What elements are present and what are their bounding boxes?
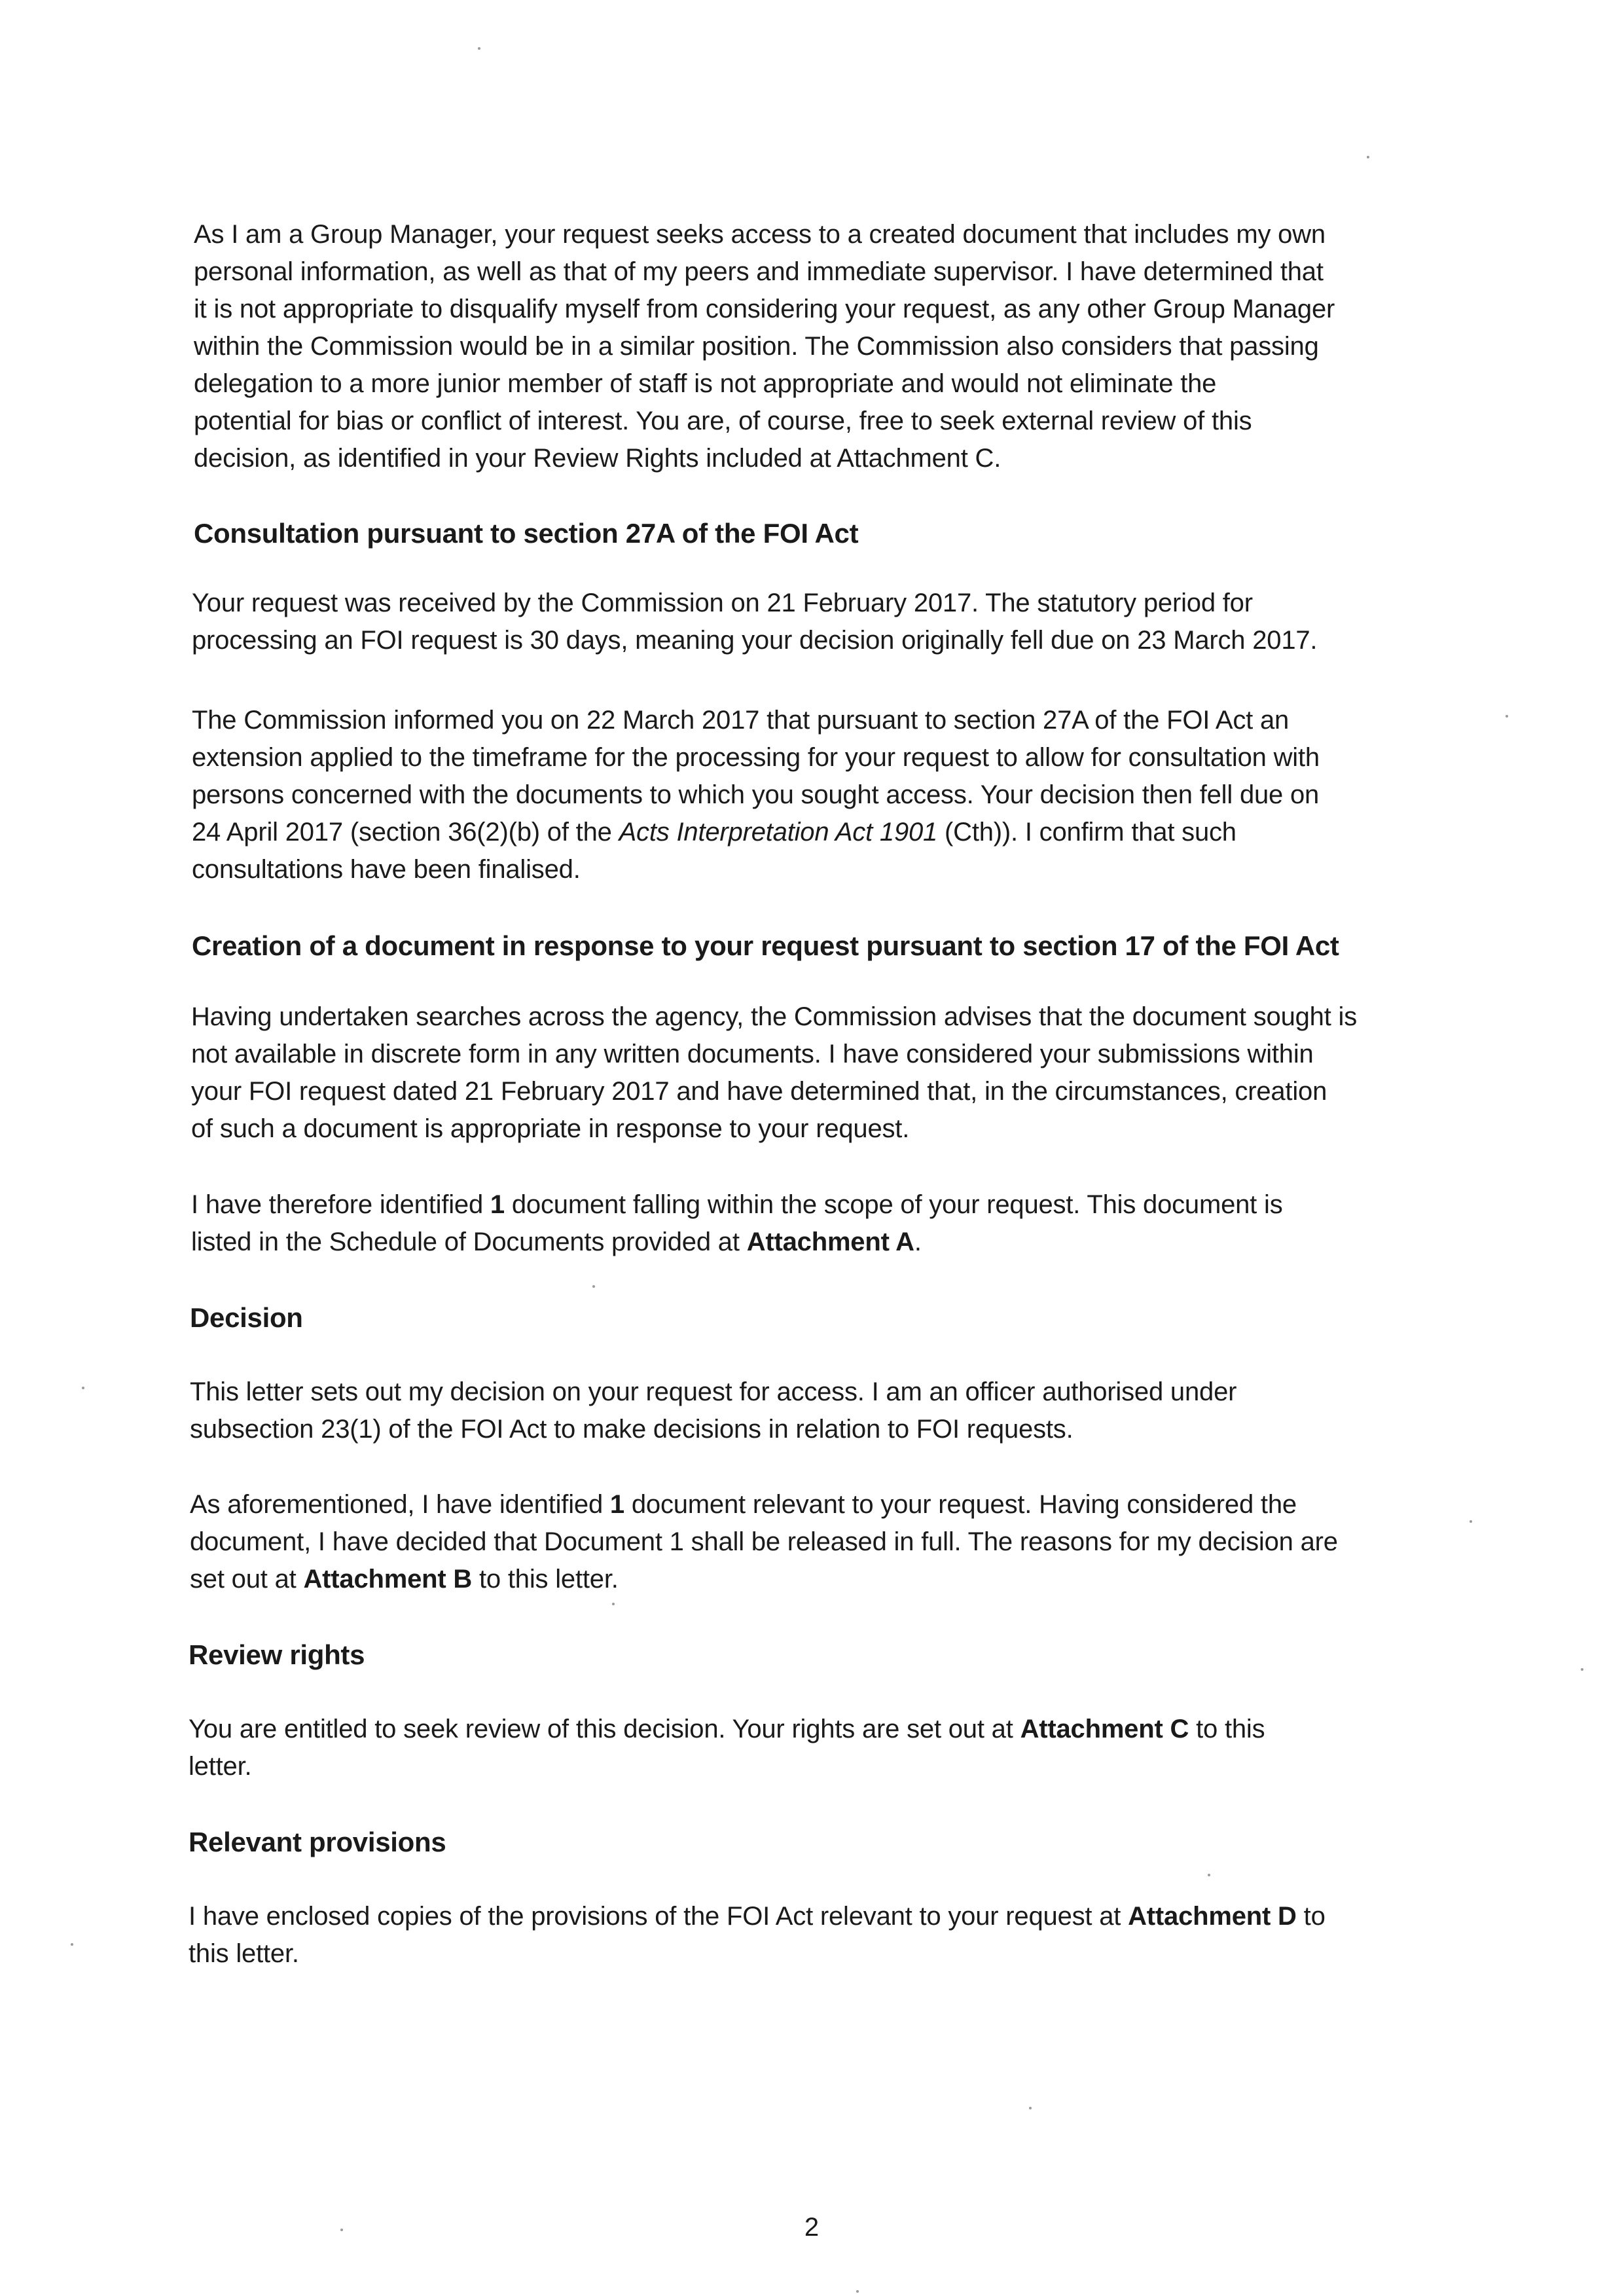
paragraph-relevant-provisions xyxy=(189,1898,1326,1973)
scan-speck xyxy=(478,47,480,50)
scan-speck xyxy=(1581,1668,1583,1671)
text-line: extension applied to the timeframe for the processing for your request to allow for consultation with xyxy=(192,743,1320,772)
text-run: 24 April 2017 (section 36(2)(b) of the xyxy=(192,818,619,847)
paragraph-review-rights xyxy=(189,1711,1265,1785)
paragraph-extension xyxy=(192,702,1320,888)
text-run: . xyxy=(914,1228,922,1256)
attachment-ref: Attachment A xyxy=(746,1228,914,1256)
text-line: As I am a Group Manager, your request seeks access to a created document that includes my own xyxy=(194,220,1326,249)
attachment-ref: Attachment B xyxy=(303,1565,473,1594)
scan-speck xyxy=(82,1387,84,1389)
text-line: it is not appropriate to disqualify myself from considering your request, as any other Group Manager xyxy=(194,295,1335,323)
text-run: set out at xyxy=(190,1565,304,1594)
paragraph-identified-document xyxy=(191,1186,1283,1261)
text-line xyxy=(191,1186,1283,1224)
text-line: your FOI request dated 21 February 2017 and have determined that, in the circumstances, creation xyxy=(191,1077,1327,1106)
text-line: letter. xyxy=(189,1752,252,1781)
text-line: this letter. xyxy=(189,1939,299,1968)
paragraph-decision-detail xyxy=(190,1486,1338,1598)
text-line xyxy=(189,1898,1326,1935)
text-line xyxy=(191,1224,1283,1261)
text-line xyxy=(190,1561,1338,1598)
text-line: Having undertaken searches across the agency, the Commission advises that the document sought is xyxy=(191,1002,1358,1031)
text-line: not available in discrete form in any written documents. I have considered your submissions within xyxy=(191,1040,1314,1068)
text-line xyxy=(189,1711,1265,1748)
heading-creation-of-document: Creation of a document in response to your request pursuant to section 17 of the FOI Act xyxy=(192,930,1339,961)
heading-relevant-provisions: Relevant provisions xyxy=(189,1827,446,1857)
text-run: You are entitled to seek review of this decision. Your rights are set out at xyxy=(189,1715,1020,1743)
text-line: within the Commission would be in a similar position. The Commission also considers that passing xyxy=(194,332,1319,361)
text-line: document, I have decided that Document 1 shall be released in full. The reasons for my decision are xyxy=(190,1527,1338,1556)
heading-review-rights: Review rights xyxy=(189,1639,365,1670)
scan-speck xyxy=(592,1285,595,1288)
text-line: Your request was received by the Commission on 21 February 2017. The statutory period for xyxy=(192,589,1253,617)
text-line: delegation to a more junior member of staff is not appropriate and would not eliminate the xyxy=(194,369,1217,398)
page-number: 2 xyxy=(804,2213,820,2242)
document-count: 1 xyxy=(609,1490,624,1519)
paragraph-searches xyxy=(191,998,1357,1148)
text-run: listed in the Schedule of Documents provided at xyxy=(191,1228,747,1256)
text-run: (Cth)). I confirm that such xyxy=(937,818,1236,847)
document-count: 1 xyxy=(490,1190,505,1219)
text-run: As aforementioned, I have identified xyxy=(190,1490,610,1519)
act-title: Acts Interpretation Act 1901 xyxy=(619,818,938,847)
text-line: personal information, as well as that of my peers and immediate supervisor. I have determined that xyxy=(194,257,1324,286)
text-run: to this xyxy=(1189,1715,1265,1743)
text-line: The Commission informed you on 22 March 2017 that pursuant to section 27A of the FOI Act an xyxy=(192,706,1290,735)
text-run: to this letter. xyxy=(472,1565,619,1594)
text-line: persons concerned with the documents to which you sought access. Your decision then fell due on xyxy=(192,780,1320,809)
scan-speck xyxy=(71,1943,73,1946)
paragraph-decision-intro xyxy=(190,1374,1236,1448)
scan-speck xyxy=(340,2229,343,2231)
text-line xyxy=(190,1486,1338,1523)
scan-speck xyxy=(1506,715,1508,718)
scan-speck xyxy=(612,1603,615,1605)
text-run: document relevant to your request. Having considered the xyxy=(624,1490,1297,1519)
heading-consultation: Consultation pursuant to section 27A of the FOI Act xyxy=(194,518,859,549)
scan-speck xyxy=(856,2290,859,2293)
paragraph-disqualification xyxy=(194,216,1335,477)
attachment-ref: Attachment C xyxy=(1020,1715,1189,1743)
text-run: to xyxy=(1296,1902,1326,1931)
scan-speck xyxy=(1208,1874,1210,1876)
scan-speck xyxy=(1470,1520,1472,1523)
text-line: consultations have been finalised. xyxy=(192,855,581,884)
scan-speck xyxy=(1367,156,1369,158)
text-line: potential for bias or conflict of interest. You are, of course, free to seek external review of this xyxy=(194,407,1252,435)
attachment-ref: Attachment D xyxy=(1128,1902,1297,1931)
text-line xyxy=(192,814,1320,851)
text-run: document falling within the scope of your request. This document is xyxy=(504,1190,1283,1219)
text-line: subsection 23(1) of the FOI Act to make decisions in relation to FOI requests. xyxy=(190,1415,1074,1444)
text-line: of such a document is appropriate in response to your request. xyxy=(191,1114,910,1143)
paragraph-request-received xyxy=(192,585,1317,659)
text-run: I have enclosed copies of the provisions of the FOI Act relevant to your request at xyxy=(189,1902,1128,1931)
text-line: decision, as identified in your Review Rights included at Attachment C. xyxy=(194,444,1001,473)
heading-decision: Decision xyxy=(190,1302,303,1333)
text-line: This letter sets out my decision on your request for access. I am an officer authorised under xyxy=(190,1377,1237,1406)
scan-speck xyxy=(1029,2107,1032,2109)
text-line: processing an FOI request is 30 days, meaning your decision originally fell due on 23 March 2017. xyxy=(192,626,1318,655)
text-run: I have therefore identified xyxy=(191,1190,490,1219)
